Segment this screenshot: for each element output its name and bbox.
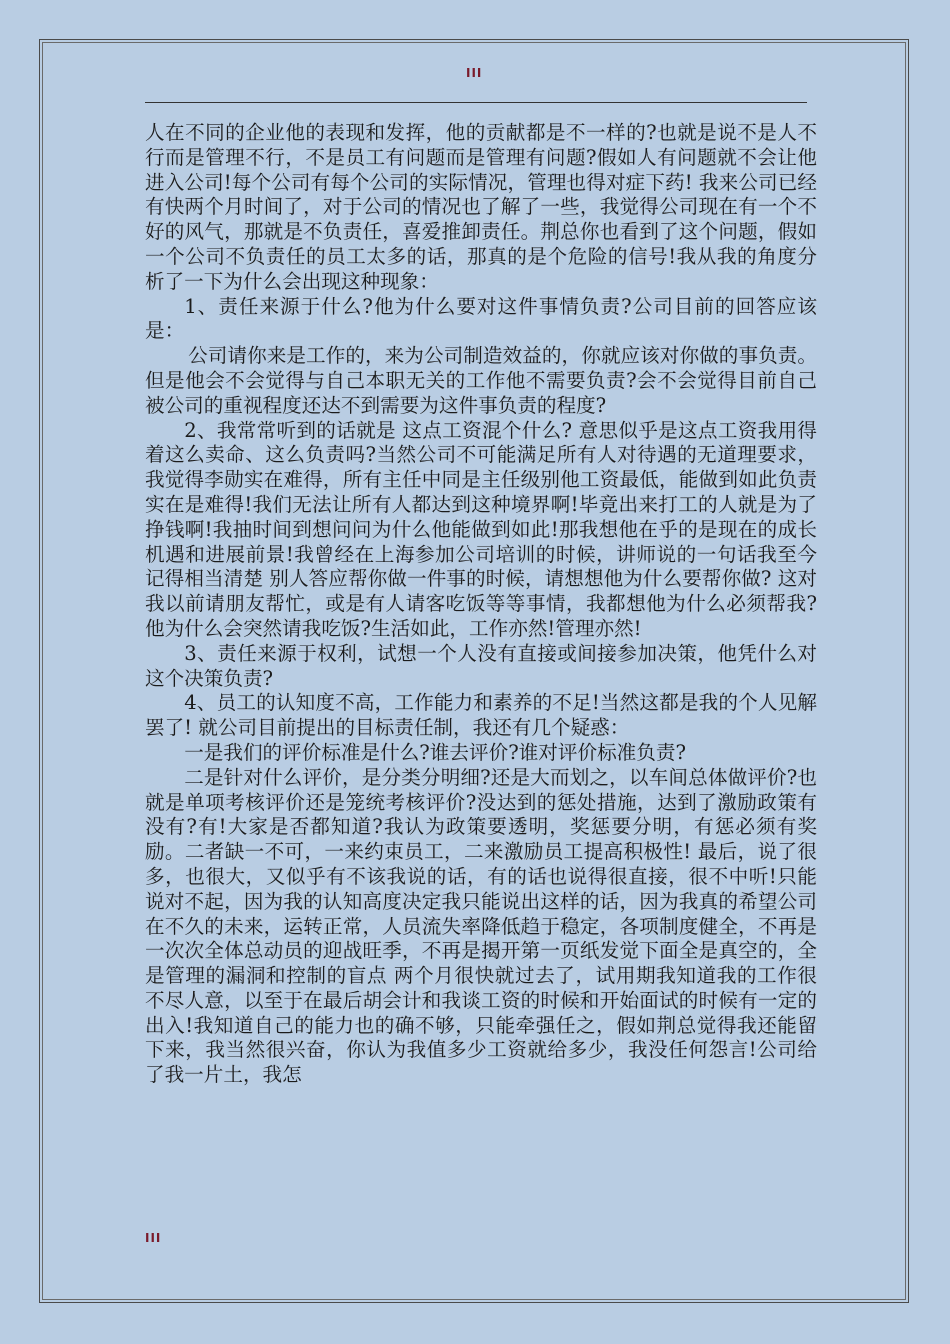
paragraph-point-4: 4、员工的认知度不高，工作能力和素养的不足!当然这都是我的个人见解罢了! 就公司目前提出的目标责任制，我还有几个疑惑： bbox=[145, 691, 817, 740]
header-rule bbox=[145, 102, 807, 103]
paragraph-point-2: 2、我常常听到的话就是 这点工资混个什么? 意思似乎是这点工资我用得着这么卖命、这么负责吗?当然公司不可能满足所有人对待遇的无道理要求，我觉得李勋实在难得，所有主任中同是主任级别他工资最低，能做到如此负责实在是难得!我们无法让所有人都达到这种境界啊!毕竟出来打工的人就是为了挣钱啊!我抽时间到想问问为什么他能做到如此!那我想他在乎的是现在的成长机遇和进展前景!我曾经在上海参加公司培训的时候，讲师说的一句话我至今记得相当清楚 别人答应帮你做一件事的时候，请想想他为什么要帮你做? 这对我以前请朋友帮忙，或是有人请客吃饭等等事情，我都想他为什么必须帮我?他为什么会突然请我吃饭?生活如此，工作亦然!管理亦然! bbox=[145, 418, 817, 640]
paragraph-point-1: 1、责任来源于什么?他为什么要对这件事情负责?公司目前的回答应该是： bbox=[145, 294, 817, 343]
paragraph-point-3: 3、责任来源于权利，试想一个人没有直接或间接参加决策，他凭什么对这个决策负责? bbox=[145, 641, 817, 690]
footer-mark: III bbox=[145, 1231, 162, 1245]
paragraph-point-1-answer: 公司请你来是工作的，来为公司制造效益的，你就应该对你做的事负责。但是他会不会觉得与自己本职无关的工作他不需要负责?会不会觉得目前自己被公司的重视程度还达不到需要为这件事负责的程度? bbox=[145, 344, 817, 417]
paragraph-intro: 人在不同的企业他的表现和发挥，他的贡献都是不一样的?也就是说不是人不行而是管理不行，不是员工有问题而是管理有问题?假如人有问题就不会让他进入公司!每个公司有每个公司的实际情况，管理也得对症下药! 我来公司已经有快两个月时间了，对于公司的情况也了解了一些，我觉得公司现在有一个不好的风气，那就是不负责任，喜爱推卸责任。荆总你也看到了这个问题，假如一个公司不负责任的员工太多的话，那真的是个危险的信号!我从我的角度分析了一下为什么会出现这种现象： bbox=[145, 121, 817, 293]
header-mark: III bbox=[466, 66, 483, 80]
paragraph-doubt-1: 一是我们的评价标准是什么?谁去评价?谁对评价标准负责? bbox=[184, 740, 686, 764]
document-body bbox=[145, 121, 817, 1088]
paragraph-doubt-2: 二是针对什么评价，是分类分明细?还是大而划之，以车间总体做评价?也就是单项考核评价还是笼统考核评价?没达到的惩处措施，达到了激励政策有没有?有!大家是否都知道?我认为政策要透明，奖惩要分明，有惩必须有奖励。二者缺一不可，一来约束员工，二来激励员工提高积极性! 最后，说了很多，也很大，又似乎有不该我说的话，有的话也说得很直接，很不中听!只能说对不起，因为我的认知高度决定我只能说出这样的话，因为我真的希望公司在不久的未来，运转正常，人员流失率降低趋于稳定，各项制度健全，不再是一次次全体总动员的迎战旺季，不再是揭开第一页纸发觉下面全是真空的，全是管理的漏洞和控制的盲点 两个月很快就过去了，试用期我知道我的工作很不尽人意，以至于在最后胡会计和我谈工资的时候和开始面试的时候有一定的出入!我知道自己的能力也的确不够，只能牵强任之，假如荆总觉得我还能留下来，我当然很兴奋，你认为我值多少工资就给多少，我没任何怨言!公司给了我一片土，我怎 bbox=[145, 765, 817, 1087]
